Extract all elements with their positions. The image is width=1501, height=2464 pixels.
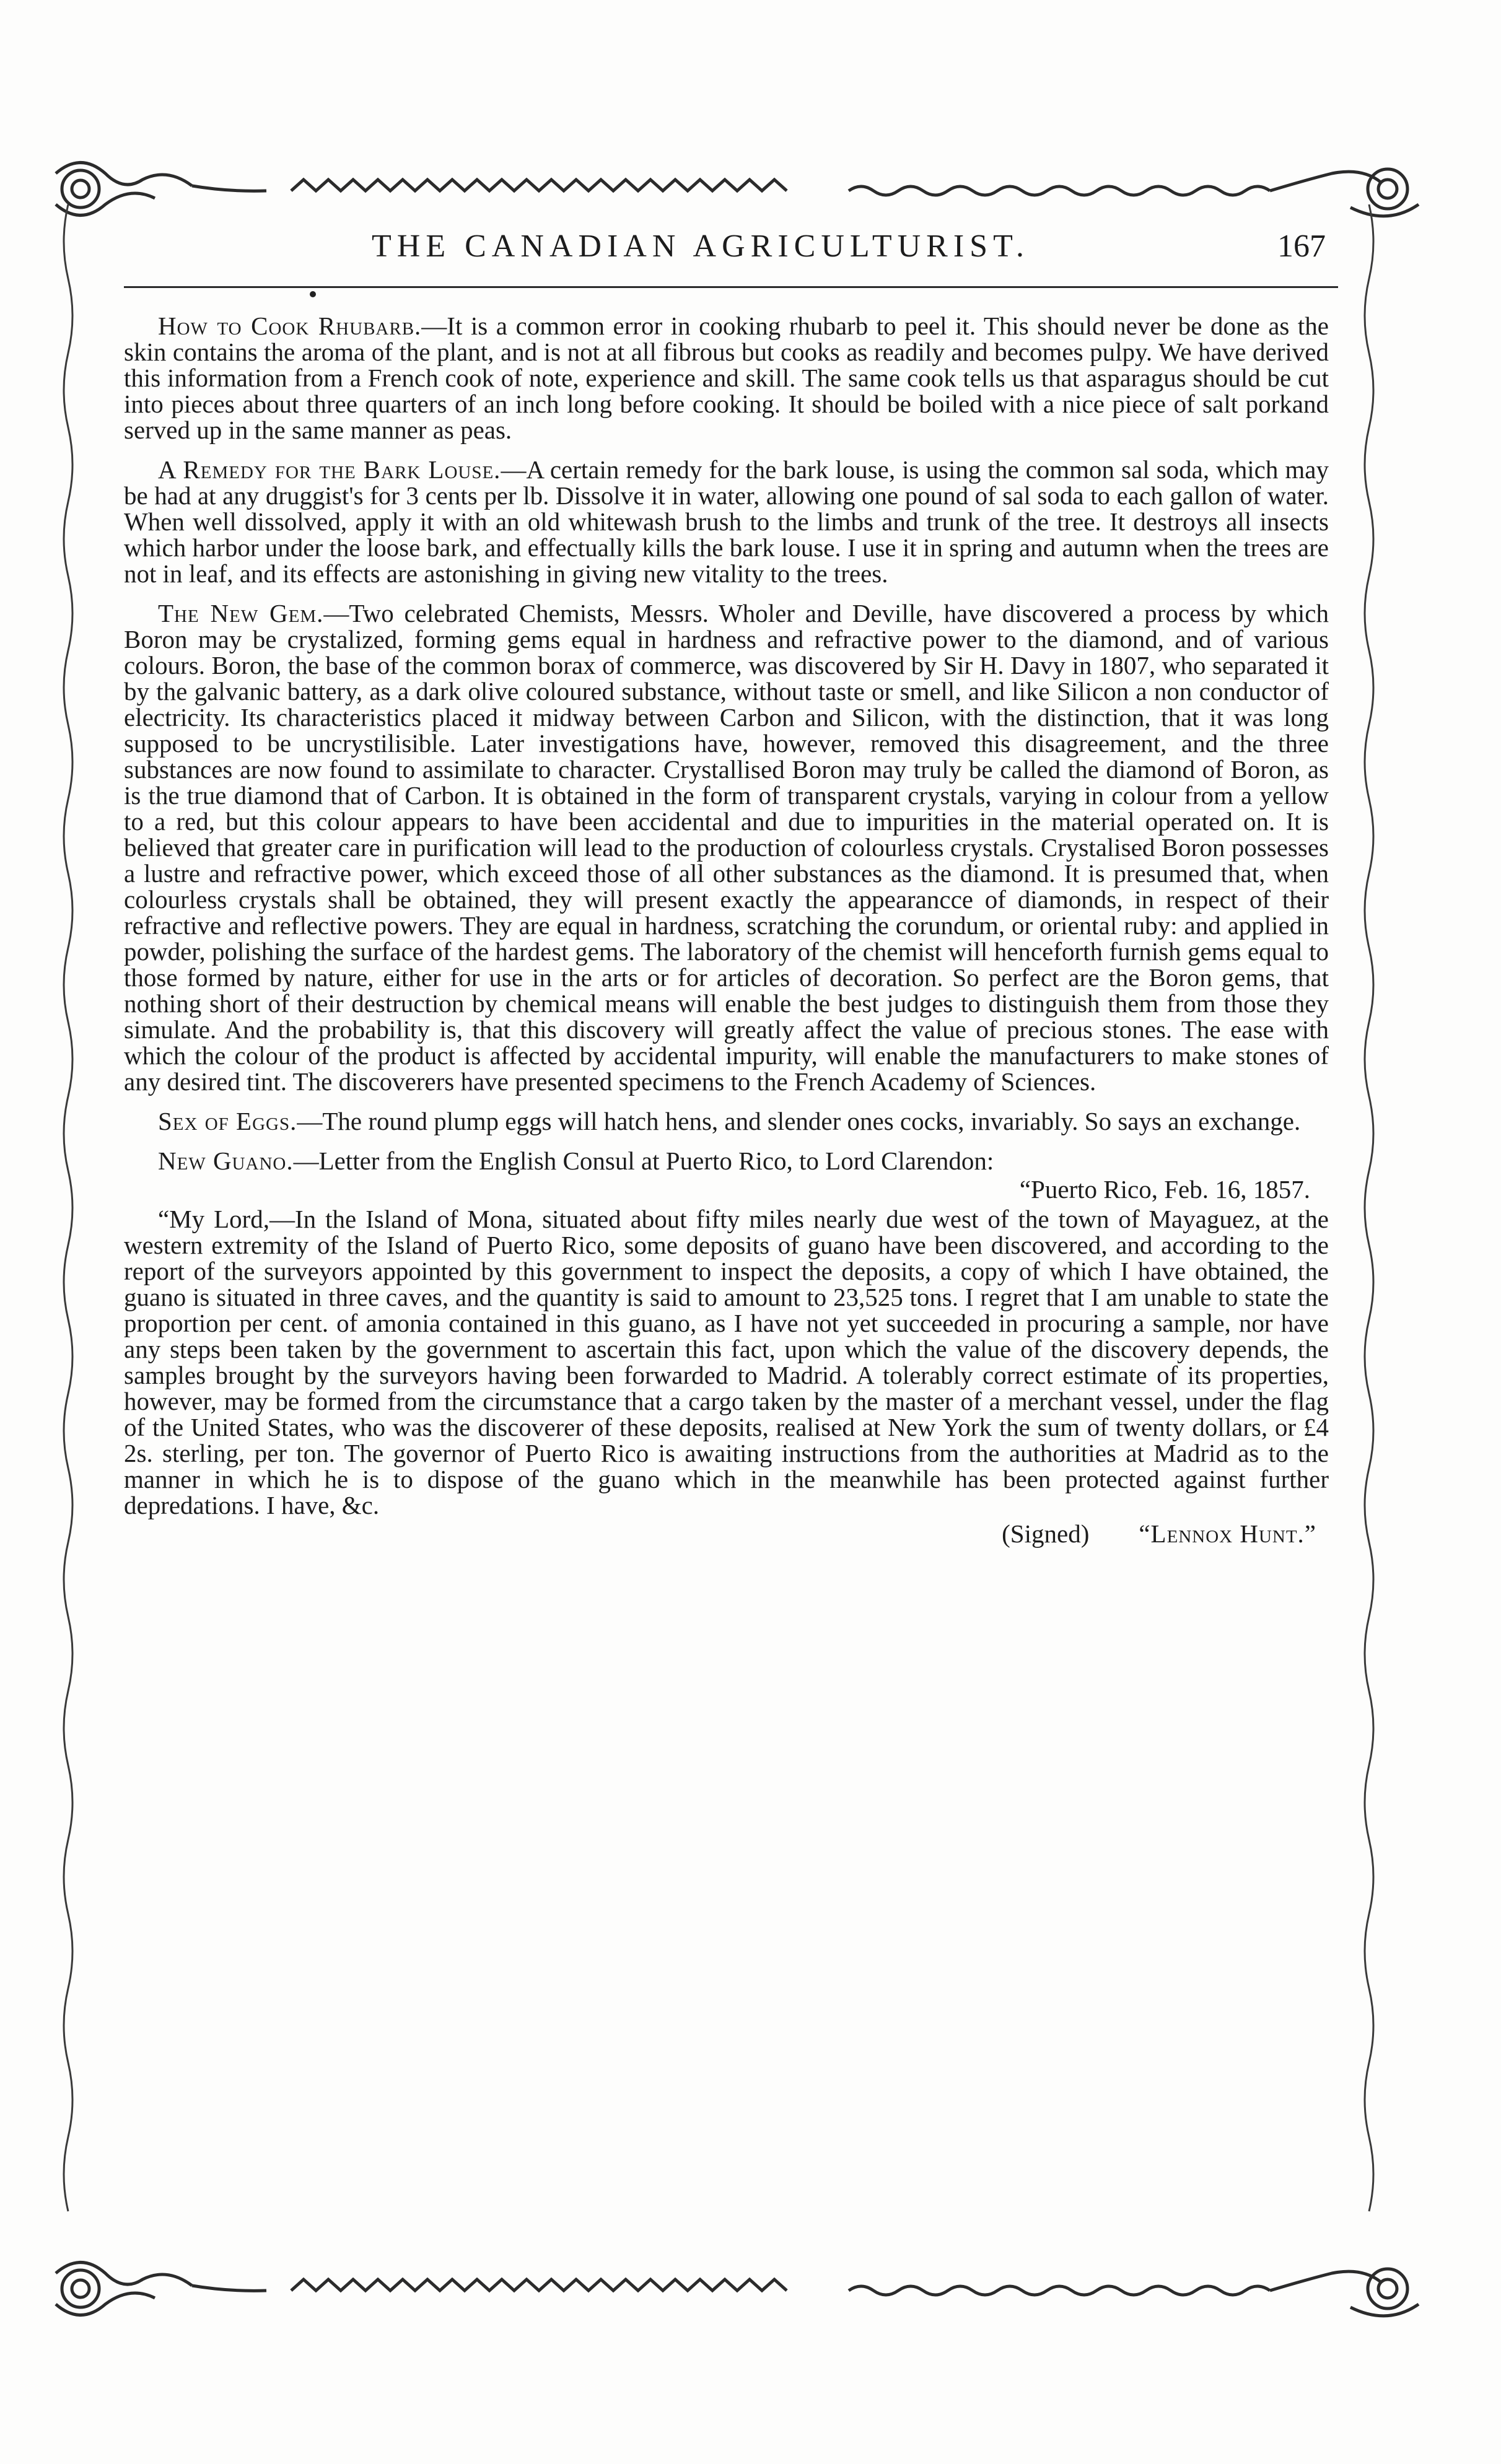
letter-dateline: “Puerto Rico, Feb. 16, 1857. <box>1019 1175 1310 1204</box>
article-text: —A certain remedy for the bark louse, is using the common sal soda, which may be had at any druggist's for 3 cents per lb. Dissolve it in water, allowing one pound of sal soda to each gallon of water. When well dissolved, apply it with an old whitewash brush to the limbs and trunk of the tree. It destroys all insects which harbor under the loose bark, and effectually kills the bark louse. I use it in spring and autumn when the trees are not in leaf, and its effects are astonishing in giving new vitality to the trees. <box>124 455 1329 588</box>
article-text: —The round plump eggs will hatch hens, and slender ones cocks, invariably. So says an exchange. <box>297 1107 1301 1135</box>
left-side-flourish <box>50 204 87 2267</box>
bottom-ornamental-border <box>43 2255 1431 2323</box>
signed-label: (Signed) <box>1002 1519 1090 1548</box>
article-heading: New Guano. <box>158 1147 294 1175</box>
article-new-guano <box>124 1148 1329 1174</box>
article-new-gem <box>124 600 1329 1094</box>
top-ornamental-border <box>43 155 1431 223</box>
letter-body: “My Lord,—In the Island of Mona, situated about fifty miles nearly due west of the town of Mayaguez, at the western extremity of the Island of Puerto Rico, some deposits of guano have been discovered, and according to the report of the surveyors appointed by this government to inspect the deposits, a copy of which I have obtained, the guano is situated in three caves, and the quantity is said to amount to 23,525 tons. I regret that I am unable to state the proportion per cent. of amonia contained in this guano, as I have not yet succeeded in procuring a sample, nor have any steps been taken by the government to ascertain this fact, upon which the value of the discovery depends, the samples brought by the surveyors having been forwarded to Madrid. A tolerably correct estimate of its properties, however, may be formed from the circumstance that a cargo taken by the master of a merchant vessel, under the flag of the United States, who was the discoverer of these deposits, realised at New York the sum of twenty dollars, or £4 2s. sterling, per ton. The governor of Puerto Rico is awaiting instructions from the authorities at Madrid as to the manner in which he is to dispose of the guano which in the meanwhile has been protected against further depredations. I have, &c. <box>124 1205 1329 1519</box>
article-text: —Two celebrated Chemists, Messrs. Wholer and Deville, have discovered a process by which Boron may be crystalized, forming gems equal in hardness and refractive power to the diamond, and of various colours. Boron, the base of the common borax of commerce, was discovered by Sir H. Davy in 1807, who separated it by the galvanic battery, as a dark olive coloured substance, without taste or smell, and like Silicon a non conductor of electricity. Its characteristics placed it midway between Carbon and Silicon, with the distinction, that it was long supposed to be uncrystilisible. Later investigations have, however, removed this disagreement, and the three substances are now found to assimilate to character. Crystallised Boron may truly be called the diamond of Boron, as is the true diamond that of Carbon. It is obtained in the form of transparent crystals, varying in colour from a yellow to a red, but this colour appears to have been accidental and due to impurities in the material operated on. It is believed that greater care in purification will lead to the production of colourless crystals. Crystalised Boron possesses a lustre and refractive power, which exceed those of all other substances as the diamond. It is presumed that, when colourless crystals shall be obtained, they will present exactly the appearancce of diamonds, in respect of their refractive and reflective powers. They are equal in hardness, scratching the corundum, or oriental ruby: and applied in powder, polishing the surface of the hardest gems. The laboratory of the chemist will henceforth furnish gems equal to those formed by nature, either for use in the arts or for articles of decoration. So perfect are the Boron gems, that nothing short of their destruction by chemical means will enable the best judges to distinguish them from those they simulate. And the probability is, that this discovery will greatly affect the value of precious stones. The ease with which the colour of the product is affected by accidental impurity, will enable the manufacturers to make stones of any desired tint. The discoverers have presented specimens to the French Academy of Sciences. <box>124 599 1329 1096</box>
header-rule <box>124 286 1338 288</box>
article-heading: The New Gem. <box>158 599 324 627</box>
signature: “Lennox Hunt.” <box>1139 1519 1316 1548</box>
article-heading: Sex of Eggs. <box>158 1107 297 1135</box>
running-head <box>124 228 1338 277</box>
page-number: 167 <box>1277 229 1326 264</box>
article-heading: A Remedy for the Bark Louse. <box>158 455 501 484</box>
right-side-flourish <box>1350 204 1388 2267</box>
article-rhubarb <box>124 313 1329 443</box>
article-text: —Letter from the English Consul at Puerto Rico, to Lord Clarendon: <box>293 1147 994 1175</box>
article-heading: How to Cook Rhubarb. <box>158 312 422 340</box>
ink-dot <box>310 291 316 297</box>
letter-signature-row <box>124 1521 1329 1547</box>
article-text: —It is a common error in cooking rhubarb to peel it. This should never be done as the skin contains the aroma of the plant, and is not at all fibrous but cooks as readily and becomes pulpy. We have derived this information from a French cook of note, experience and skill. The same cook tells us that asparagus should be cut into pieces about three quarters of an inch long before cooking. It should be boiled with a nice piece of salt porkand served up in the same manner as peas. <box>124 312 1329 444</box>
page-body <box>124 313 1329 1547</box>
article-bark-louse <box>124 457 1329 587</box>
journal-title: THE CANADIAN AGRICULTURIST. <box>372 229 1030 264</box>
article-sex-of-eggs <box>124 1108 1329 1134</box>
